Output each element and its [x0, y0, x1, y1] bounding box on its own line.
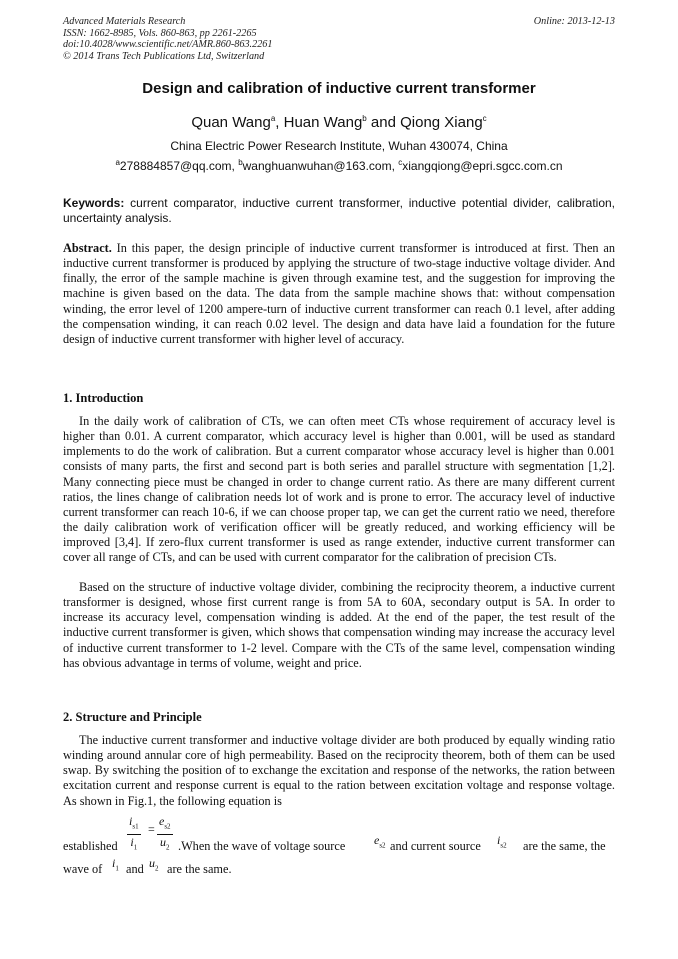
symbol-sub: 1 [115, 864, 119, 873]
section-heading-introduction: 1. Introduction [63, 391, 144, 405]
author-list [63, 114, 615, 131]
symbol-sub: s2 [500, 841, 507, 850]
author-name: Qiong Xiang [400, 114, 483, 131]
author-sep: and [366, 114, 401, 131]
fraction-numerator [157, 814, 173, 835]
symbol-sub: s2 [379, 841, 386, 850]
affiliation: China Electric Power Research Institute, Wuhan 430074, China [170, 139, 508, 153]
email-sup: b [238, 158, 243, 167]
symbol-i: i [129, 814, 133, 828]
equation-text-4: wave of [63, 862, 103, 876]
symbol-e: e [159, 814, 165, 828]
established-text: established [63, 839, 118, 853]
equation-text-3: are the same, the [523, 839, 606, 853]
journal-header [63, 16, 615, 62]
symbol-u: u [160, 835, 167, 850]
symbol-u2 [149, 856, 159, 872]
intro-paragraph-1: In the daily work of calibration of CTs, we can often meet CTs whose requirement of accuracy level is higher than 0.01. A current comparator, which accuracy level is higher than 0.001, will be used as standard implements to do the work of calibration. But a current comparator whose accuracy level is higher than 0.001 consists of many parts, the first and second part is both series and parallel structure with segmentation [1,2]. Many connecting piece must be changed in order to change current ratio. As there are many different current ratios, the lines change of calibration needs lot of work and is prone to error. The accuracy level of inductive current transformer can reach 10-6, if we can choose proper tap, we can get the current ratio we need, therefore the daily calibration work of verification officer will be greatly reduced, and working efficiency will be improved [3,4]. If zero-flux current transformer is used as range extender, inductive current transformer can cover all range of CTs, and can be used with current comparator for the calibration of precision CTs. [63, 414, 615, 565]
symbol-sub: 1 [133, 843, 138, 852]
copyright-line: © 2014 Trans Tech Publications Ltd, Switzerland [63, 50, 265, 62]
equation-text-2: and current source [390, 839, 481, 853]
symbol-i: i [112, 856, 116, 870]
abstract-text: In this paper, the design principle of inductive current transformer is introduced at first. Then an inductive current transformer is produced by applying the structure of two-stage inductive voltage divider. And finally, the error of the sample machine is given through examine test, and the suggestion for improving the machine is given based on the data. The data from the sample machine shows that: without compensation winding, the error level of 1200 ampere-turn of inductive current transformer can reach 0.1 level, after adding the compensation winding, it can reach 0.02 level. The design and data have laid a foundation for the future design of inductive current transformer with higher level of accuracy. [63, 241, 615, 346]
paper-title: Design and calibration of inductive current transformer [142, 80, 536, 97]
symbol-e: e [374, 833, 380, 847]
equation-line-2 [63, 853, 615, 877]
structure-paragraph-1: The inductive current transformer and inductive voltage divider are both produced by equally winding ratio winding around annular core of high permeability. Based on the reciprocity theorem, both of them can be used swap. By switching the position of to exchange the excitation and response of the networks, the ration between excitation current and response current is equal to the ration between excitation voltage and response voltage. As shown in Fig.1, the following equation is [63, 733, 615, 808]
symbol-sub: 2 [155, 864, 159, 873]
online-date: Online: 2013-12-13 [533, 16, 615, 27]
author-sup: a [270, 114, 276, 123]
email: xiangqiong@epri.sgcc.com.cn [402, 159, 563, 173]
issn-line: ISSN: 1662-8985, Vols. 860-863, pp 2261-2265 [63, 27, 257, 39]
email-sup: c [398, 158, 403, 167]
fraction-numerator [127, 814, 141, 835]
equation-text-5: and [126, 862, 144, 876]
doi-line: doi:10.4028/www.scientific.net/AMR.860-863.2261 [63, 39, 273, 50]
fraction-current [127, 814, 141, 856]
keywords [63, 196, 615, 226]
abstract-label: Abstract. [63, 241, 112, 255]
section-heading-structure: 2. Structure and Principle [63, 710, 202, 724]
equals-sign: = [148, 822, 155, 836]
symbol-is2 [497, 833, 507, 849]
author-emails [63, 159, 615, 173]
email: 278884857@qq.com, [119, 159, 239, 173]
symbol-i: i [130, 835, 134, 850]
symbol-es2 [374, 833, 386, 849]
symbol-i: i [497, 833, 501, 847]
author-sup: c [482, 114, 487, 123]
symbol-sub: s2 [164, 822, 171, 831]
equation-line [63, 812, 615, 852]
journal-name: Advanced Materials Research [63, 16, 186, 27]
symbol-i1 [112, 856, 119, 872]
keywords-label: Keywords: [63, 196, 125, 210]
author-sep: , [275, 114, 284, 131]
author-name: Huan Wang [283, 114, 363, 131]
symbol-sub: 2 [166, 843, 170, 852]
author-name: Quan Wang [191, 114, 271, 131]
keywords-text: current comparator, inductive current transformer, inductive potential divider, calibration, uncertainty analysis. [63, 196, 615, 225]
symbol-sub: s1 [132, 822, 139, 831]
equation-text-6: are the same. [167, 862, 232, 876]
email-sup: a [115, 158, 120, 167]
author-sup: b [362, 114, 367, 123]
email: wanghuanwuhan@163.com, [242, 159, 399, 173]
intro-paragraph-2: Based on the structure of inductive voltage divider, combining the reciprocity theorem, a inductive current transformer is designed, whose first current range is from 5A to 60A, secondary output is 5A. In order to increase its accuracy level, compensation winding is added. At the end of the paper, the test result of the inductive current transformer is given, which shows that compensation winding may increase the accuracy level of inductive current transformer to 1-2 level. Compare with the CTs of the same level, compensation winding has obvious advantage in terms of volume, weight and price. [63, 580, 615, 670]
fraction-voltage [157, 814, 173, 856]
equation-text-1: .When the wave of voltage source [178, 839, 346, 853]
abstract [63, 241, 615, 347]
symbol-u: u [149, 856, 155, 870]
